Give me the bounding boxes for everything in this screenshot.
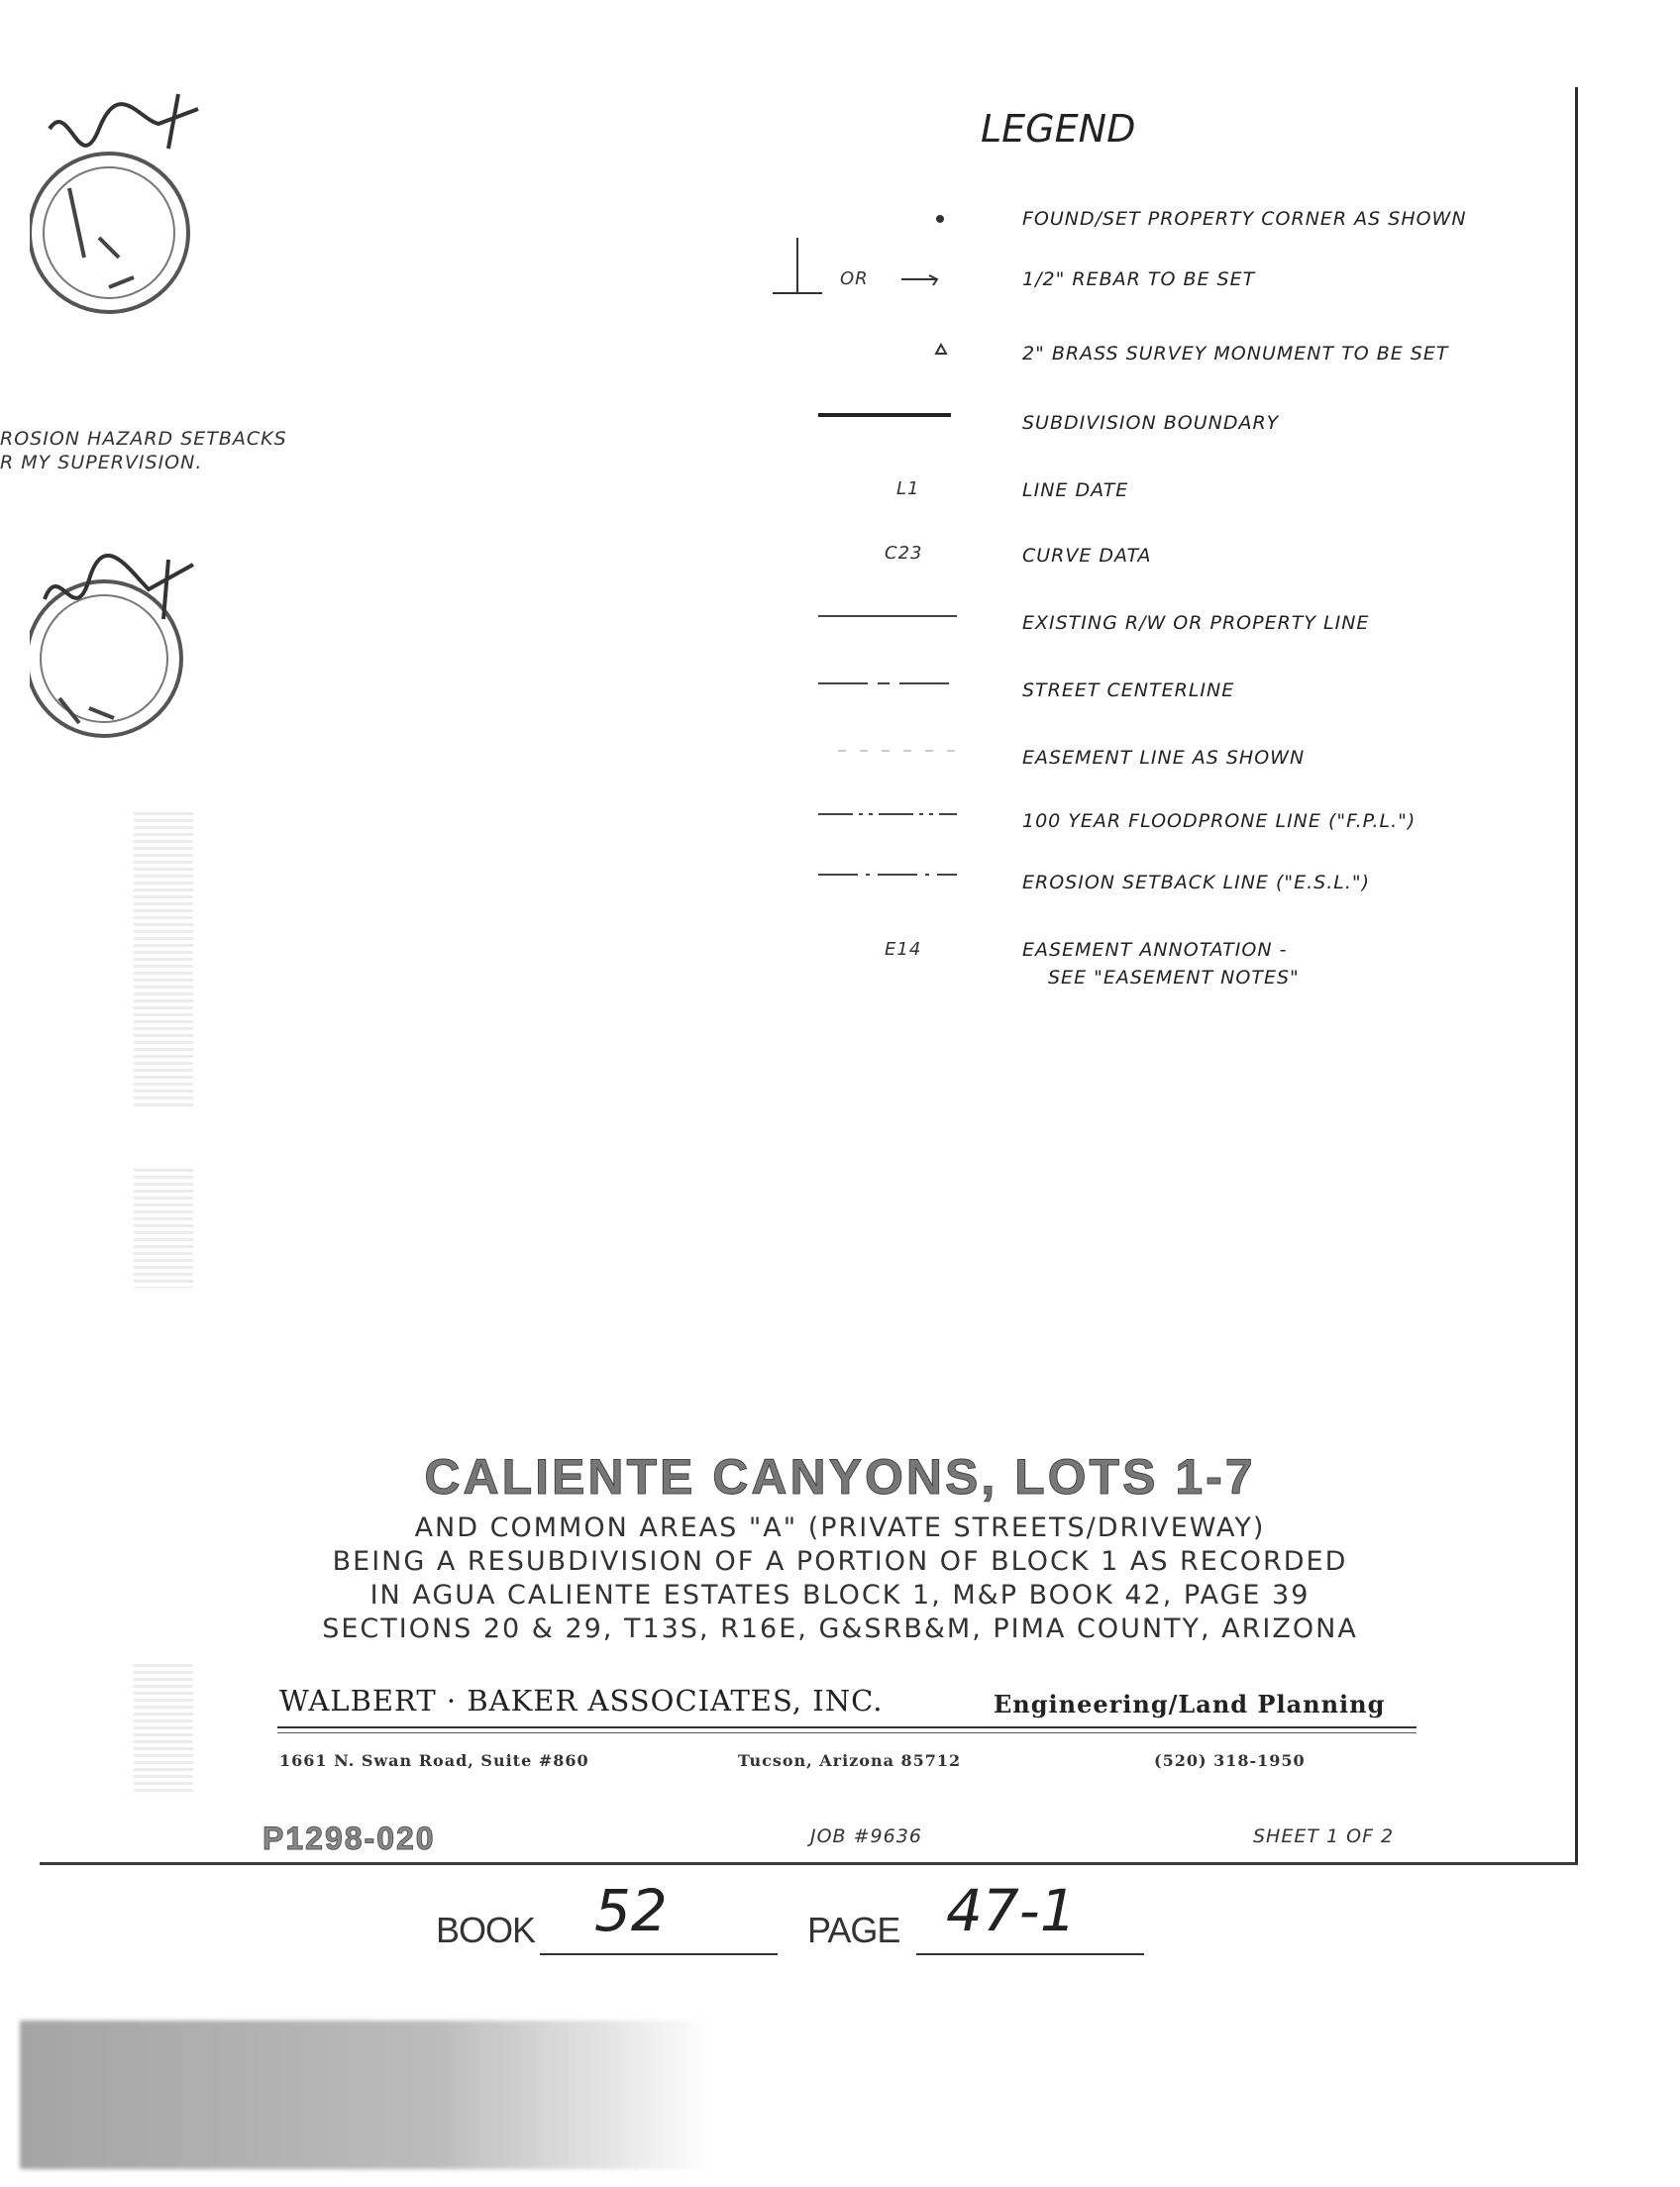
brass-monument-symbol [936,345,946,354]
scan-smudge [20,2021,713,2169]
plat-subtitle-line: BEING A RESUBDIVISION OF A PORTION OF BLOCK 1 AS RECORDED [332,1546,1348,1577]
scan-noise [134,1664,193,1793]
legend-item-text: EROSION SETBACK LINE ("E.S.L.") [1022,872,1371,893]
legend-symbol-l1: L1 [896,478,920,499]
page-label: PAGE [807,1910,900,1950]
firm-address: 1661 N. Swan Road, Suite #860 [279,1751,589,1770]
legend-symbol-c23: C23 [885,543,923,564]
sheet-border-bottom [40,1862,1578,1865]
legend-item-text: EXISTING R/W OR PROPERTY LINE [1022,612,1370,634]
book-number: 52 [594,1877,668,1944]
legend-item-text: EASEMENT ANNOTATION - [1022,939,1288,961]
legend-symbols [753,198,981,990]
legend-item-text: STREET CENTERLINE [1022,679,1235,701]
engineer-seal-stamp [30,89,228,337]
plat-subtitle-line: AND COMMON AREAS "A" (PRIVATE STREETS/DRIVEWAY) [414,1512,1266,1543]
firm-service: Engineering/Land Planning [994,1690,1386,1718]
legend-title: LEGEND [981,107,1136,151]
engineer-seal-stamp-2 [30,550,228,787]
firm-phone: (520) 318-1950 [1154,1751,1306,1770]
plat-subtitle-line: SECTIONS 20 & 29, T13S, R16E, G&SRB&M, PIMA COUNTY, ARIZONA [322,1614,1358,1644]
left-fragment-line1: ROSION HAZARD SETBACKS [0,428,287,450]
book-label: BOOK [436,1910,536,1950]
firm-city: Tucson, Arizona 85712 [738,1751,962,1770]
sheet-number: SHEET 1 OF 2 [1253,1825,1395,1847]
legend-item-text: 1/2" REBAR TO BE SET [1022,268,1256,290]
legend-item-text-continued: SEE "EASEMENT NOTES" [1048,967,1300,989]
firm-name: WALBERT · BAKER ASSOCIATES, INC. [279,1684,884,1718]
legend-symbol-e14: E14 [885,939,922,960]
property-corner-symbol [936,215,944,223]
legend-item-text: EASEMENT LINE AS SHOWN [1022,747,1306,769]
left-fragment-line2: R MY SUPERVISION. [0,452,203,473]
firm-rule [277,1732,1417,1733]
plat-title: CALIENTE CANYONS, LOTS 1-7 [424,1449,1256,1505]
page-number: 47-1 [946,1877,1077,1944]
legend-item-text: FOUND/SET PROPERTY CORNER AS SHOWN [1022,208,1467,230]
legend-item-text: CURVE DATA [1022,545,1152,567]
legend-item-text: SUBDIVISION BOUNDARY [1022,412,1280,434]
project-number: P1298-020 [262,1821,436,1856]
page-underline [916,1953,1144,1955]
plat-subtitle-line: IN AGUA CALIENTE ESTATES BLOCK 1, M&P BOOK 42, PAGE 39 [369,1580,1311,1611]
job-number: JOB #9636 [810,1825,922,1847]
legend-item-text: 2" BRASS SURVEY MONUMENT TO BE SET [1022,343,1449,364]
book-underline [540,1953,778,1955]
firm-rule [277,1726,1417,1728]
legend-item-text: LINE DATE [1022,479,1129,501]
legend-or-text: OR [840,268,869,289]
legend-item-text: 100 YEAR FLOODPRONE LINE ("F.P.L.") [1022,810,1417,832]
scan-noise [134,812,193,1109]
scan-noise [134,1169,193,1288]
